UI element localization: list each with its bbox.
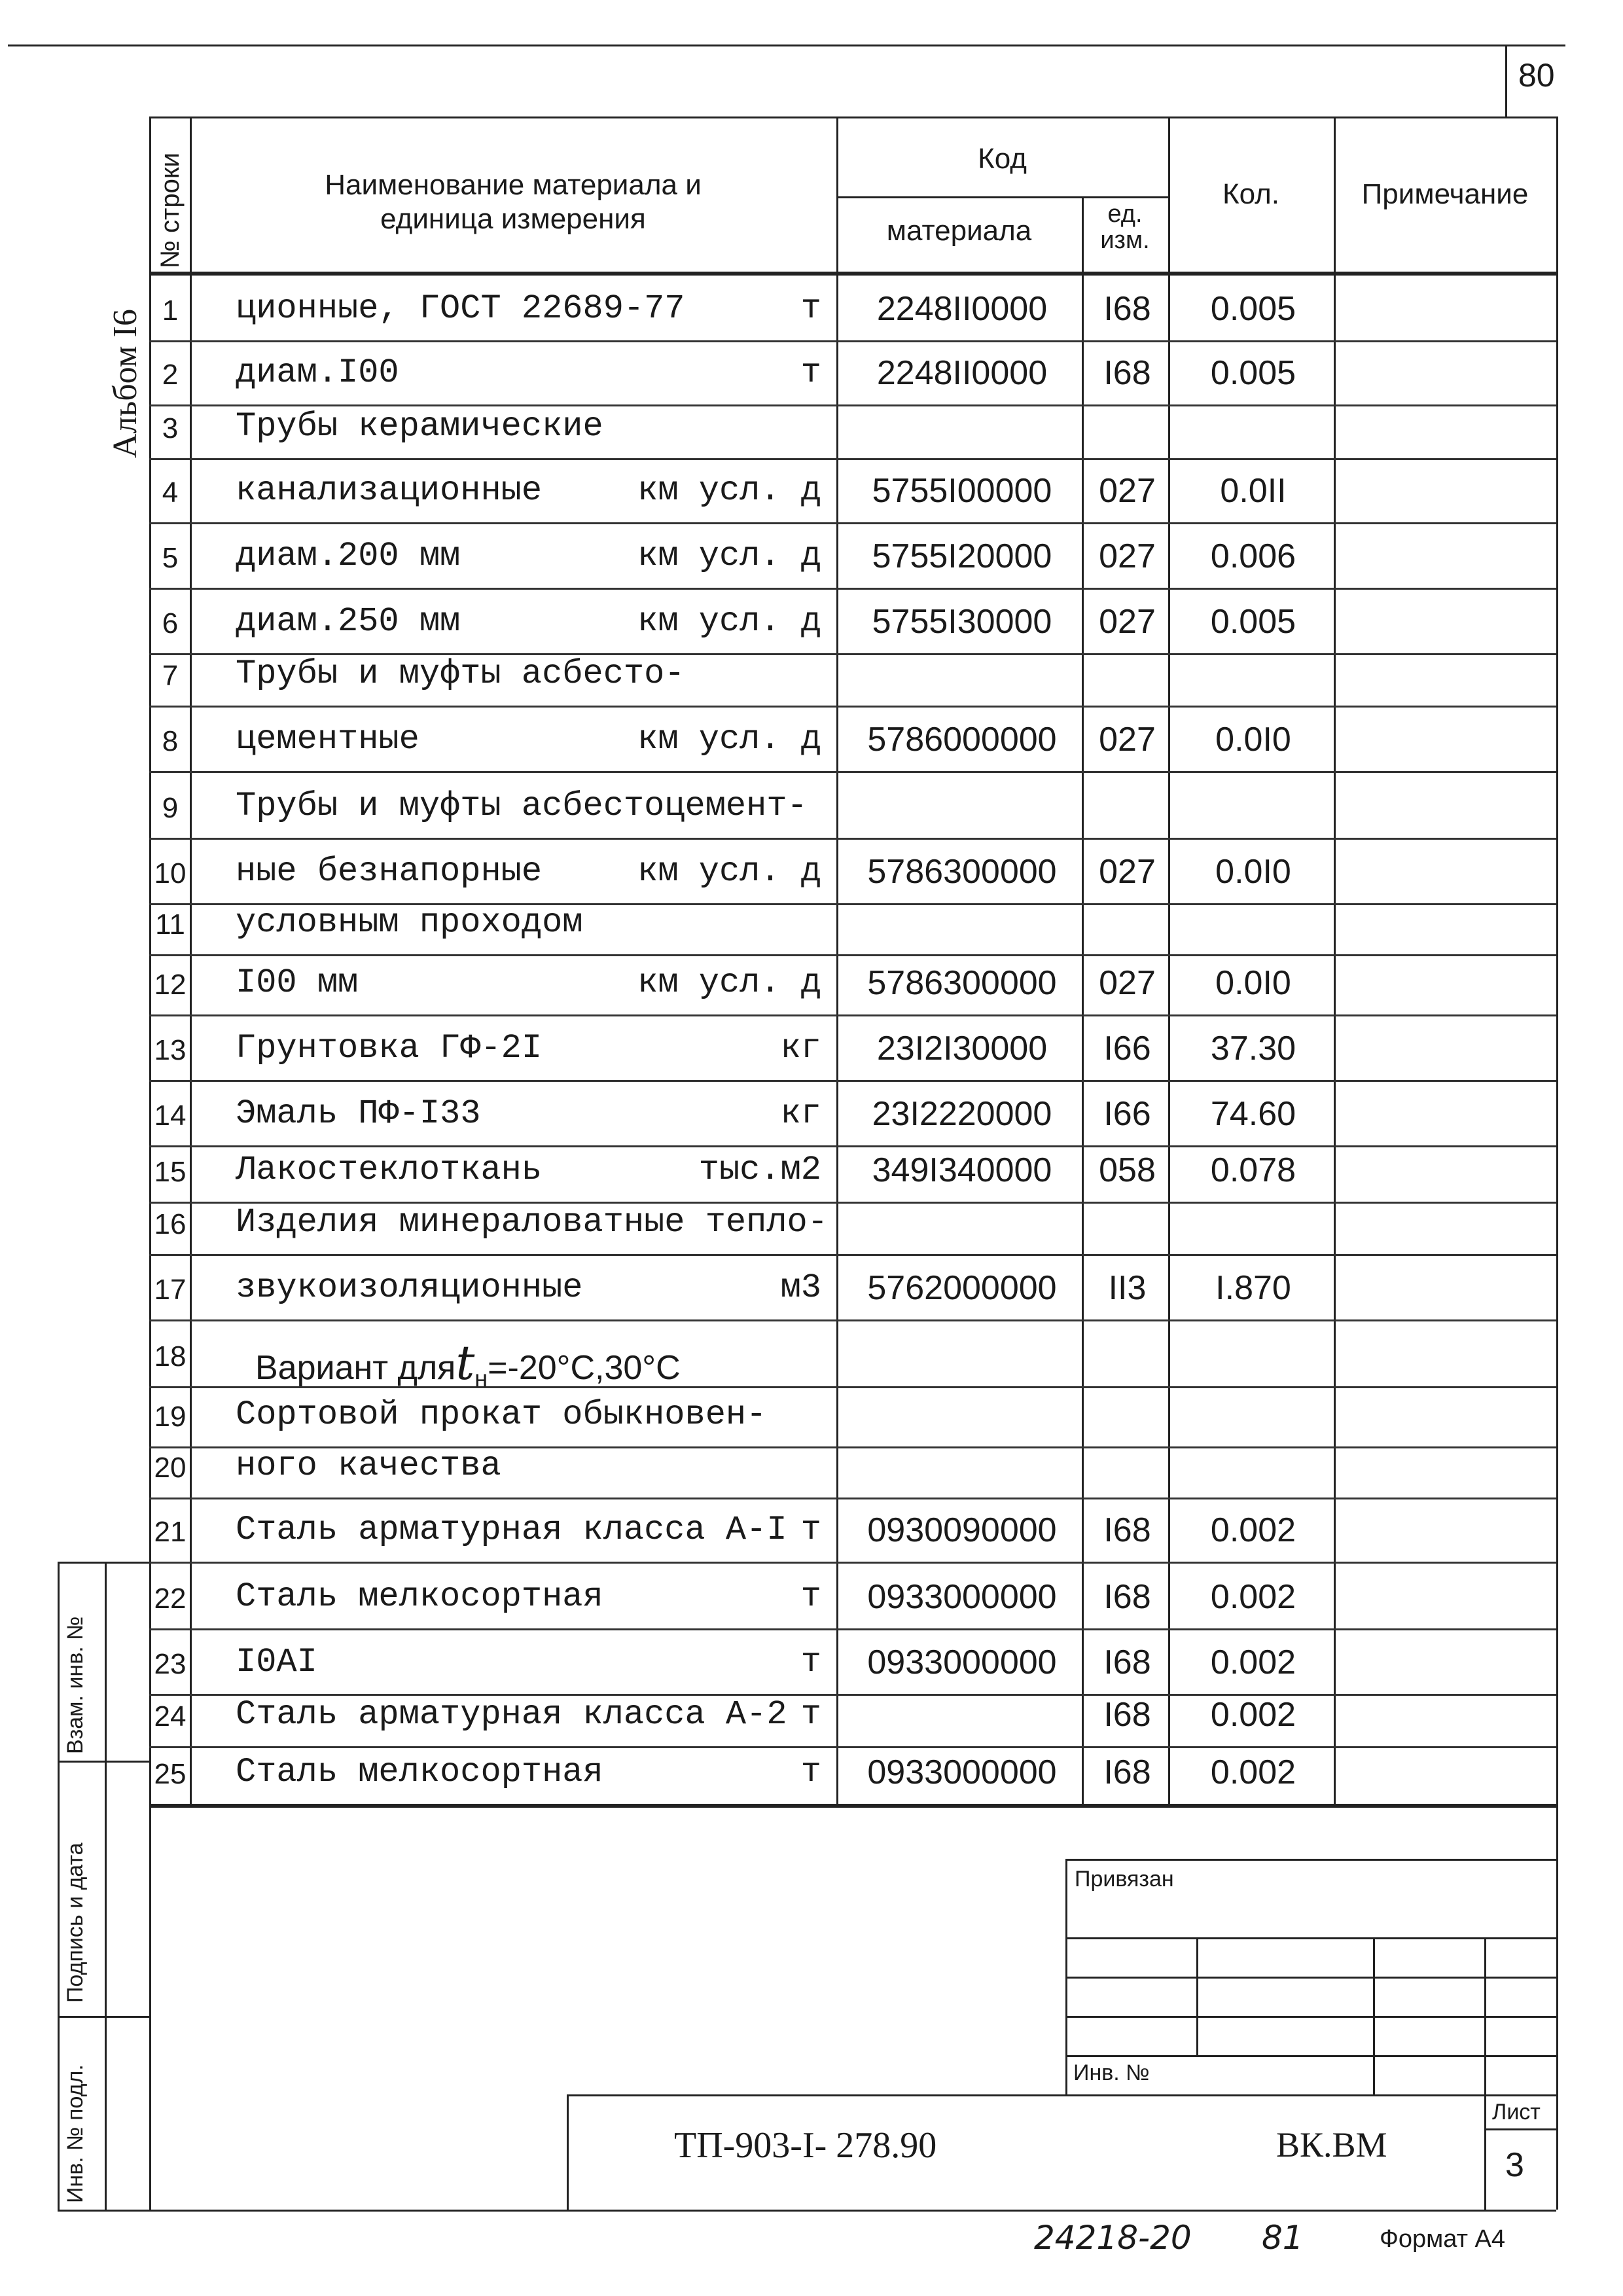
row-code: 5755I20000: [872, 537, 1052, 575]
title-block-left: [567, 2094, 569, 2210]
row-number: 3: [162, 412, 179, 444]
row-number: 14: [154, 1100, 187, 1132]
header-name-line2: единица измерения: [380, 203, 646, 235]
row-quantity: 74.60: [1210, 1095, 1296, 1133]
row-code: 2248II0000: [876, 354, 1048, 392]
side-stamp-outer: [58, 1562, 60, 2210]
row-divider: [149, 1080, 1556, 1082]
row-unit-code: 058: [1099, 1151, 1156, 1189]
row-name: Сталь мелкосортная: [236, 1753, 603, 1791]
header-qty: Кол.: [1222, 178, 1280, 210]
header-bottom: [149, 272, 1556, 276]
page-number-box-left: [1505, 45, 1507, 117]
privyazan-label: Привязан: [1075, 1867, 1174, 1892]
row-unit-code: II3: [1108, 1269, 1147, 1307]
row-quantity: 0.0I0: [1215, 721, 1291, 759]
page-number: 80: [1518, 57, 1555, 94]
row-unit-code: I68: [1103, 1696, 1151, 1734]
row-divider: [149, 522, 1556, 524]
row-name: Эмаль ПФ-I33: [236, 1094, 481, 1133]
row-unit: т: [800, 1695, 821, 1734]
row-number: 19: [154, 1401, 187, 1433]
row-code: 5786300000: [867, 853, 1057, 891]
col-code-line: [836, 117, 838, 1804]
row-unit: км усл. д: [637, 602, 821, 641]
row-code: 5755I00000: [872, 472, 1052, 510]
row-quantity: 0.005: [1210, 354, 1296, 392]
row-number: 25: [154, 1758, 187, 1790]
title-block-sheet-sep: [1484, 2094, 1486, 2210]
row-number: 15: [154, 1156, 187, 1188]
row-number: 9: [162, 792, 179, 824]
row-quantity: 0.005: [1210, 603, 1296, 641]
row-unit-code: 027: [1099, 603, 1156, 641]
row-quantity: 0.002: [1210, 1753, 1296, 1791]
privyazan-row4: [1065, 2055, 1556, 2057]
row-name: диам.I00: [236, 353, 399, 392]
row-unit: т: [800, 1577, 821, 1616]
privyazan-row2: [1065, 1977, 1556, 1979]
footer-handwritten-number: 24218-20: [1034, 2219, 1192, 2257]
table-bottom: [149, 1804, 1556, 1808]
row-unit-code: I66: [1103, 1030, 1151, 1067]
side-stamp-div3: [58, 2016, 149, 2018]
row-unit: км усл. д: [637, 963, 821, 1002]
row-number: 20: [154, 1452, 187, 1484]
row-number: 13: [154, 1034, 187, 1066]
col-qty-line: [1168, 117, 1170, 1804]
row-number: 12: [154, 969, 187, 1001]
row-unit: км усл. д: [637, 852, 821, 891]
row-quantity: 0.0I0: [1215, 853, 1291, 891]
row-unit: т: [800, 1643, 821, 1681]
row-unit-code: I68: [1103, 1753, 1151, 1791]
row-code: 5762000000: [867, 1269, 1057, 1307]
row-code: 23I2I30000: [876, 1030, 1048, 1067]
row-divider: [149, 588, 1556, 590]
row-quantity: 0.002: [1210, 1511, 1296, 1549]
row-unit-code: I68: [1103, 1511, 1151, 1549]
row-unit: т: [800, 289, 821, 328]
row-divider: [149, 1746, 1556, 1748]
row-divider: [149, 1319, 1556, 1321]
row-name: Изделия минераловатные тепло-: [236, 1203, 828, 1242]
row-name: Лакостеклоткань: [236, 1151, 543, 1189]
side-stamp-div1: [58, 1562, 149, 1564]
row-code: 5755I30000: [872, 603, 1052, 641]
row-divider: [149, 1562, 1556, 1564]
row-unit: кг: [780, 1029, 821, 1067]
row-divider: [149, 1254, 1556, 1256]
row-name: цементные: [236, 720, 419, 759]
footer-format: Формат А4: [1380, 2225, 1506, 2253]
row-unit-code: I68: [1103, 1643, 1151, 1681]
top-rule: [8, 45, 1565, 46]
row-name: Трубы и муфты асбесто-: [236, 655, 685, 693]
row-unit: км усл. д: [637, 471, 821, 510]
privyazan-top: [1065, 1859, 1556, 1861]
variant-suffix: =-20°С,30°С: [488, 1349, 681, 1387]
row-divider: [149, 1145, 1556, 1147]
row-number: 24: [154, 1700, 187, 1732]
variant-subscript: н: [474, 1365, 488, 1392]
row-code: 5786000000: [867, 721, 1057, 759]
row-name: ционные, ГОСТ 22689-77: [236, 289, 685, 328]
variant-t-symbol: t: [455, 1335, 475, 1390]
sheet-label: Лист: [1492, 2100, 1541, 2125]
row-unit: т: [800, 1511, 821, 1549]
row-number: 6: [162, 607, 179, 639]
row-name-variant: [255, 1335, 681, 1392]
row-quantity: 0.0II: [1220, 472, 1287, 510]
row-number: 18: [154, 1340, 187, 1372]
privyazan-row3: [1065, 2016, 1556, 2018]
row-number: 22: [154, 1583, 187, 1615]
row-name: диам.200 мм: [236, 537, 461, 575]
row-name: звукоизоляционные: [236, 1268, 583, 1307]
row-divider: [149, 954, 1556, 956]
row-number: 2: [162, 359, 179, 391]
row-divider: [149, 1628, 1556, 1630]
header-name-line1: Наименование материала и: [325, 169, 702, 201]
row-divider: [149, 404, 1556, 406]
side-stamp-podpis: Подпись и дата: [63, 1842, 88, 2003]
frame-left: [149, 117, 151, 2210]
row-divider: [149, 1498, 1556, 1499]
privyazan-col1: [1196, 1937, 1198, 2055]
row-number: 17: [154, 1274, 187, 1306]
row-unit-code: 027: [1099, 721, 1156, 759]
row-number: 10: [154, 857, 187, 889]
row-unit-code: I68: [1103, 290, 1151, 328]
row-name: Сталь арматурная класса А-I: [236, 1511, 787, 1549]
row-code: 0930090000: [867, 1511, 1057, 1549]
row-code: 5786300000: [867, 964, 1057, 1002]
row-quantity: 0.078: [1210, 1151, 1296, 1189]
header-note: Примечание: [1361, 178, 1529, 210]
row-name: Сталь арматурная класса А-2: [236, 1695, 787, 1734]
row-name: Трубы керамические: [236, 407, 603, 446]
row-divider: [149, 340, 1556, 342]
col-rownum-line: [190, 117, 192, 1804]
row-name: Грунтовка ГФ-2I: [236, 1029, 543, 1067]
doc-code: ТП-903-I- 278.90: [674, 2125, 937, 2166]
row-unit-code: 027: [1099, 853, 1156, 891]
row-number: 5: [162, 542, 179, 574]
variant-prefix: Вариант для: [255, 1349, 456, 1387]
header-code-unit-l2: изм.: [1100, 226, 1150, 254]
row-code: 0933000000: [867, 1643, 1057, 1681]
row-number: 11: [155, 908, 185, 941]
side-stamp-inner: [105, 1562, 107, 2210]
row-name: условным проходом: [236, 903, 583, 942]
row-quantity: 0.002: [1210, 1643, 1296, 1681]
row-divider: [149, 838, 1556, 840]
privyazan-row1: [1065, 1937, 1556, 1939]
row-unit-code: 027: [1099, 537, 1156, 575]
header-top: [149, 117, 1556, 118]
row-number: 8: [162, 725, 179, 757]
row-name: ные безнапорные: [236, 852, 543, 891]
row-unit: т: [800, 353, 821, 392]
row-unit: т: [800, 1753, 821, 1791]
row-quantity: 37.30: [1210, 1030, 1296, 1067]
title-block-top: [567, 2094, 1556, 2096]
row-divider: [149, 1014, 1556, 1016]
row-name: Сталь мелкосортная: [236, 1577, 603, 1616]
row-code: 349I340000: [872, 1151, 1052, 1189]
sheet-label-sep: [1484, 2128, 1556, 2130]
privyazan-col3: [1484, 1937, 1486, 2094]
row-quantity: 0.002: [1210, 1696, 1296, 1734]
row-quantity: I.870: [1215, 1269, 1291, 1307]
section-code: ВК.ВМ: [1276, 2125, 1387, 2164]
row-number: 1: [162, 295, 179, 327]
row-name: ного качества: [236, 1446, 501, 1485]
row-unit-code: I68: [1103, 354, 1151, 392]
sheet-number: 3: [1505, 2146, 1524, 2184]
header-code-unit-l1: ед.: [1107, 200, 1143, 228]
row-unit-code: I68: [1103, 1578, 1151, 1616]
row-divider: [149, 706, 1556, 708]
inv-no-label: Инв. №: [1073, 2060, 1150, 2085]
header-code-material: материала: [886, 215, 1032, 247]
side-stamp-vzam: Взам. инв. №: [63, 1616, 88, 1754]
row-code: 2248II0000: [876, 290, 1048, 328]
row-quantity: 0.005: [1210, 290, 1296, 328]
frame-right: [1556, 117, 1558, 2210]
row-code: 0933000000: [867, 1578, 1057, 1616]
header-code-group: Код: [978, 143, 1027, 175]
privyazan-col2: [1373, 1937, 1375, 2094]
row-divider: [149, 458, 1556, 460]
footer-handwritten-page: 81: [1262, 2219, 1304, 2257]
code-subheader-line: [836, 196, 1168, 198]
row-number: 16: [154, 1208, 187, 1240]
row-name: I0АI: [236, 1643, 317, 1681]
row-unit-code: I66: [1103, 1095, 1151, 1133]
row-number: 21: [154, 1516, 187, 1548]
row-quantity: 0.006: [1210, 537, 1296, 575]
row-number: 23: [154, 1648, 187, 1680]
row-name: Сортовой прокат обыкновен-: [236, 1395, 767, 1434]
row-code: 23I2220000: [872, 1095, 1052, 1133]
row-number: 7: [162, 660, 179, 692]
row-number: 4: [162, 476, 179, 509]
row-unit-code: 027: [1099, 472, 1156, 510]
side-stamp-inv-podl: Инв. № подл.: [63, 2064, 88, 2203]
row-divider: [149, 771, 1556, 773]
row-quantity: 0.002: [1210, 1578, 1296, 1616]
row-name: канализационные: [236, 471, 543, 510]
row-name: Трубы и муфты асбестоцемент-: [236, 787, 808, 825]
row-unit: км усл. д: [637, 720, 821, 759]
row-quantity: 0.0I0: [1215, 964, 1291, 1002]
header-row-no: № строки: [156, 152, 185, 268]
row-unit: тыс.м2: [698, 1151, 821, 1189]
row-name: диам.250 мм: [236, 602, 461, 641]
side-stamp-div4: [58, 2210, 1556, 2212]
row-name: I00 мм: [236, 963, 359, 1002]
album-label: Альбом I6: [107, 309, 144, 458]
row-unit: кг: [780, 1094, 821, 1133]
row-unit: км усл. д: [637, 537, 821, 575]
row-unit: м3: [780, 1268, 821, 1307]
row-unit-code: 027: [1099, 964, 1156, 1002]
side-stamp-div2: [58, 1761, 149, 1763]
row-code: 0933000000: [867, 1753, 1057, 1791]
